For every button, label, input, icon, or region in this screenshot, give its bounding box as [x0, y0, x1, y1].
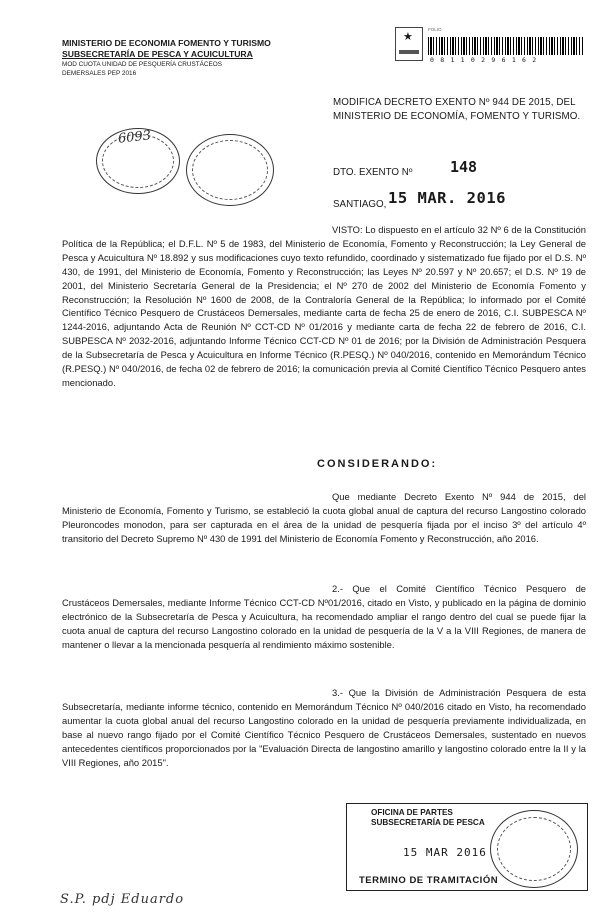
handwritten-signature: S.P. pdj Eduardo [60, 892, 185, 907]
subsecretaria-seal [186, 134, 274, 206]
visto-section [62, 223, 586, 390]
subsecretaria-name: SUBSECRETARÍA DE PESCA Y ACUICULTURA [62, 49, 253, 59]
unit-line-2: DEMERSALES PEP 2016 [62, 70, 137, 77]
considerando-2 [62, 582, 586, 652]
ministry-name: MINISTERIO DE ECONOMIA FOMENTO Y TURISMO [62, 38, 271, 48]
barcode-top-text: FOLIO [428, 27, 442, 32]
stamp-line-3: TERMINO DE TRAMITACIÓN [359, 875, 499, 886]
decree-number: 148 [450, 158, 478, 176]
decree-label: DTO. EXENTO Nº [333, 167, 413, 178]
decree-place: SANTIAGO, [333, 199, 387, 210]
stamp-date: 15 MAR 2016 [403, 846, 487, 859]
considerando-heading: CONSIDERANDO: [317, 458, 438, 470]
star-icon: ★ [403, 31, 413, 43]
stamp-line-2: SUBSECRETARÍA DE PESCA [371, 818, 485, 827]
considerando-paragraph: 3.- Que la División de Administración Pesquera de esta Subsecretaría, mediante informe técnico, contenido en Memorándum Técnico Nº 040/2016 citado en Visto, ha recomendado aumentar la cuota global anual del recurso Langostino colorado en la unidad de pesquería previamente individualizada, en base al nuevo rango fijado por el Comité Científico Técnico Pesquero de Crustáceos Demersales, sustentado en nuevos antecedentes científicos proporcionados por la "Evaluación Directa de langostino amarillo y langostino colorado entre la II y la VIII Regiones, año 2015". [62, 687, 586, 768]
barcode-bars [428, 37, 584, 55]
legal-department-seal [96, 128, 180, 194]
decree-date: 15 MAR. 2016 [388, 189, 506, 207]
chile-government-logo [395, 27, 423, 61]
considerando-3 [62, 686, 586, 769]
considerando-1 [62, 490, 586, 546]
considerando-paragraph: 2.- Que el Comité Científico Técnico Pesquero de Crustáceos Demersales, mediante Informe Técnico CCT-CD Nº01/2016, citado en Visto, y publicado en la página de dominio electrónico de la Subsecretaría de Pesca y Acuicultura, ha recomendado ampliar el rango dentro del cual se puede fijar la cuota anual de captura del recurso Langostino colorado en la unidad de pesquería de la V a la VIII Regiones, de manera de mantener o llevar a la mencionada pesquería al rendimiento máximo sostenible. [62, 583, 586, 650]
unit-line-1: MOD CUOTA UNIDAD DE PESQUERÍA CRUSTÁCEOS [62, 61, 223, 68]
handwritten-number: 6093 [117, 128, 152, 147]
barcode [428, 27, 584, 64]
decree-reference: MODIFICA DECRETO EXENTO Nº 944 DE 2015, DEL MINISTERIO DE ECONOMÍA, FOMENTO Y TURISMO. [333, 97, 581, 122]
letterhead [62, 38, 271, 78]
oficina-partes-round-seal [490, 810, 578, 888]
considerando-paragraph: Que mediante Decreto Exento Nº 944 de 2015, del Ministerio de Economía, Fomento y Turismo, se estableció la cuota global anual de captura del recurso Langostino colorado Pleuroncodes monodon, para ser capturada en el área de la unidad de pesquería fijada por el inciso 3º del artículo 4º transitorio del Decreto Supremo Nº 430 de 1991 del Ministerio de Economía Fomento y Reconstrucción, año 2016. [62, 491, 586, 544]
barcode-number: 0 8 1 1 0 2 9 6 1 6 2 [430, 56, 538, 64]
stamp-line-1: OFICINA DE PARTES [371, 808, 453, 817]
visto-paragraph: VISTO: Lo dispuesto en el artículo 32 Nº 6 de la Constitución Política de la República; el D.F.L. Nº 5 de 1983, del Ministerio de Economía, Fomento y Reconstrucción; la Ley General de Pesca y Acuicultura Nº 18.892 y sus modificaciones cuyo texto refundido, coordinado y sistematizado fue fijado por el D.S. Nº 430, de 1991, del Ministerio de Economía, Fomento y Reconstrucción; las Leyes Nº 20.597 y Nº 20.657; el D.S. Nº 19 de 2001, del Ministerio Secretaría General de la Presidencia; el Nº 270 de 2002 del Ministerio de Economía Fomento y Reconstrucción; la Resolución Nº 1600 de 2008, de la Contraloría General de la República; lo informado por el Comité Científico Técnico Pesquero de Crustáceos Demersales, mediante carta de fecha 25 de enero de 2016, C.I. SUBPESCA Nº 1244-2016, adjuntando Acta de Reunión Nº CCT-CD Nº 01/2016 y mediante carta de fecha 22 de febrero de 2016, C.I. SUBPESCA Nº 2032-2016, adjuntando Informe Técnico CCT-CD Nº 01 de 2016; por la División de Administración Pesquera de la Subsecretaría de Pesca y Acuicultura en Informe Técnico (R.PESQ.) Nº 040/2016, contenido en Memorándum Técnico (R.PESQ.) Nº 040/2016, de fecha 02 de febrero de 2016; la comunicación previa al Comité Científico Técnico Pesquero antes mencionado. [62, 224, 586, 388]
